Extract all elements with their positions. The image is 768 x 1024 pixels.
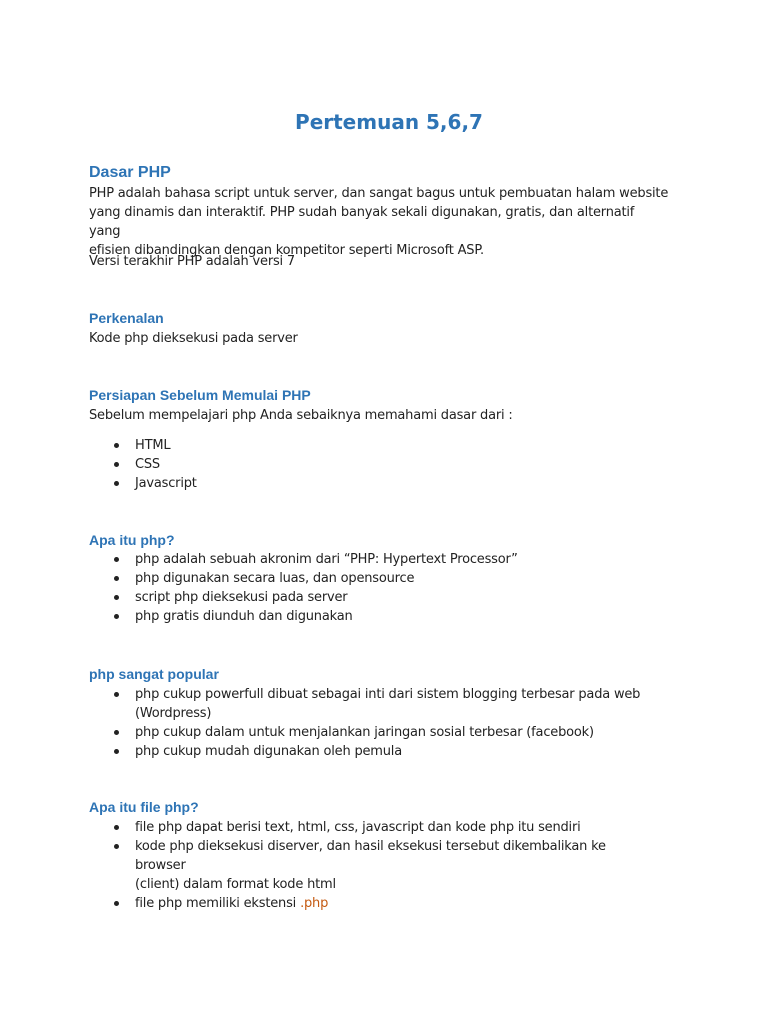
file-extension: .php	[300, 896, 329, 911]
list-item: php cukup dalam untuk menjalankan jaringan sosial terbesar (facebook)	[89, 723, 649, 742]
list-item-text: file php memiliki ekstensi	[135, 896, 297, 911]
paragraph-perkenalan: Kode php dieksekusi pada server	[89, 331, 298, 346]
list-item: HTML	[89, 436, 649, 455]
paragraph-line: yang dinamis dan interaktif. PHP sudah banyak sekali digunakan, gratis, dan alternatif yang	[89, 205, 635, 239]
list-item: script php dieksekusi pada server	[89, 588, 649, 607]
list-item	[89, 837, 649, 894]
list-popular	[89, 685, 649, 761]
list-item: php cukup mudah digunakan oleh pemula	[89, 742, 649, 761]
heading-dasar-php: Dasar PHP	[89, 164, 171, 181]
paragraph-line: efisien dibandingkan dengan kompetitor seperti Microsoft ASP.	[89, 243, 484, 258]
list-item	[89, 685, 649, 723]
list-item-line: (Wordpress)	[135, 706, 212, 721]
heading-persiapan: Persiapan Sebelum Memulai PHP	[89, 387, 311, 403]
list-apa-itu-php	[89, 550, 649, 626]
page-title: Pertemuan 5,6,7	[295, 110, 483, 134]
list-item: php digunakan secara luas, dan opensource	[89, 569, 649, 588]
list-item: CSS	[89, 455, 649, 474]
paragraph-dasar-php	[89, 184, 669, 260]
list-item: Javascript	[89, 474, 649, 493]
list-persiapan	[89, 436, 649, 493]
heading-apa-itu-php: Apa itu php?	[89, 532, 175, 548]
list-file-php	[89, 818, 649, 913]
heading-file-php: Apa itu file php?	[89, 799, 199, 815]
paragraph-versi: Versi terakhir PHP adalah versi 7	[89, 254, 295, 269]
paragraph-line: PHP adalah bahasa script untuk server, dan sangat bagus untuk pembuatan halam website	[89, 186, 669, 201]
heading-perkenalan: Perkenalan	[89, 310, 164, 326]
list-item	[89, 894, 649, 913]
heading-popular: php sangat popular	[89, 666, 219, 682]
list-item: file php dapat berisi text, html, css, javascript dan kode php itu sendiri	[89, 818, 649, 837]
paragraph-persiapan: Sebelum mempelajari php Anda sebaiknya memahami dasar dari :	[89, 408, 513, 423]
list-item: php gratis diunduh dan digunakan	[89, 607, 649, 626]
list-item-line: kode php dieksekusi diserver, dan hasil eksekusi tersebut dikembalikan ke browser	[135, 839, 606, 873]
list-item-line: php cukup powerfull dibuat sebagai inti dari sistem blogging terbesar pada web	[135, 687, 641, 702]
list-item: php adalah sebuah akronim dari “PHP: Hypertext Processor”	[89, 550, 649, 569]
list-item-line: (client) dalam format kode html	[135, 877, 336, 892]
